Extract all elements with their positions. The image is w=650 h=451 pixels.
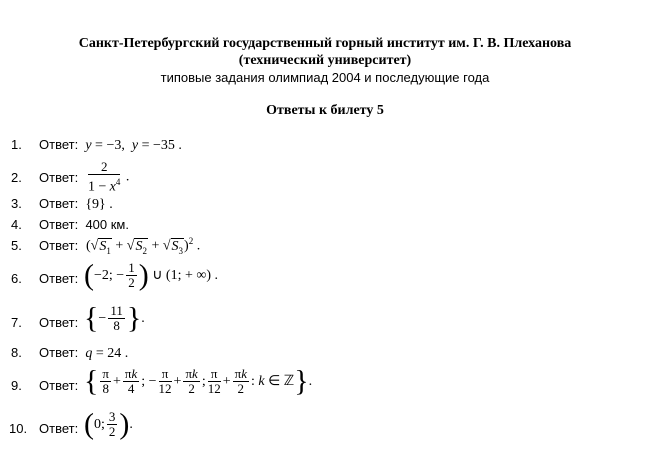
answer-label: Ответ: — [39, 217, 79, 232]
answer-number: 8. — [11, 345, 22, 360]
answer-number: 4. — [11, 217, 22, 232]
answer-number: 3. — [11, 196, 22, 211]
answer-math: y = −3, y = −35 . — [81, 138, 182, 153]
answer-math: $(√S_1 + √S_2 + √S_3)^2$ . — [86, 236, 201, 256]
answer-label: Ответ: — [39, 196, 79, 211]
answer-math: q = 24 . — [81, 346, 129, 361]
answer-math: { $\frac{\pi}{8}$ + $\frac{\pi k}{4}$ ; − $\frac{\pi}{12}$ + $\frac{\pi k}{2}$ ; $\frac{\pi}{12}$ + $\frac{\pi k}{2}$ : k ∈ ℤ}. — [84, 364, 313, 398]
answer-number: 6. — [11, 271, 22, 286]
answer-label: Ответ: — [39, 421, 79, 436]
page-title: Ответы к билету 5 — [266, 103, 384, 118]
answer-label: Ответ: — [39, 378, 79, 393]
answer-number: 9. — [11, 378, 22, 393]
answer-label: Ответ: — [39, 271, 79, 286]
answer-math: (−2; − $\frac{1}{2}$ ) ∪ (1; + ∞) . — [84, 258, 219, 292]
answer-label: Ответ: — [39, 315, 79, 330]
answer-content — [39, 217, 129, 232]
header-institute: Санкт-Петербургский государственный горный институт им. Г. В. Плеханова — [78, 36, 572, 51]
answer-number: 5. — [11, 238, 22, 253]
answer-math: {9} . — [81, 197, 113, 212]
answer-number: 1. — [11, 137, 22, 152]
answer-content — [39, 137, 182, 154]
header-university: (технический университет) — [238, 53, 412, 68]
answer-label: Ответ: — [39, 137, 79, 152]
header-subtitle: типовые задания олимпиад 2004 и последующие года — [160, 70, 490, 85]
answer-number: 2. — [11, 170, 22, 185]
answer-math: {− $\frac{11}{8}$ }. — [84, 301, 145, 335]
answer-number: 7. — [11, 315, 22, 330]
answer-content — [39, 345, 128, 362]
answer-label: Ответ: — [39, 345, 79, 360]
answer-number: 10. — [9, 421, 28, 436]
answer-label: Ответ: — [39, 238, 79, 253]
answer-content — [39, 196, 113, 213]
answer-math: 400 км. — [81, 217, 129, 232]
answer-math: $\frac{2}{1 - x^4}$ . — [88, 159, 130, 195]
answer-label: Ответ: — [39, 170, 79, 185]
answer-math: (0; $\frac{3}{2}$ ). — [84, 407, 133, 441]
